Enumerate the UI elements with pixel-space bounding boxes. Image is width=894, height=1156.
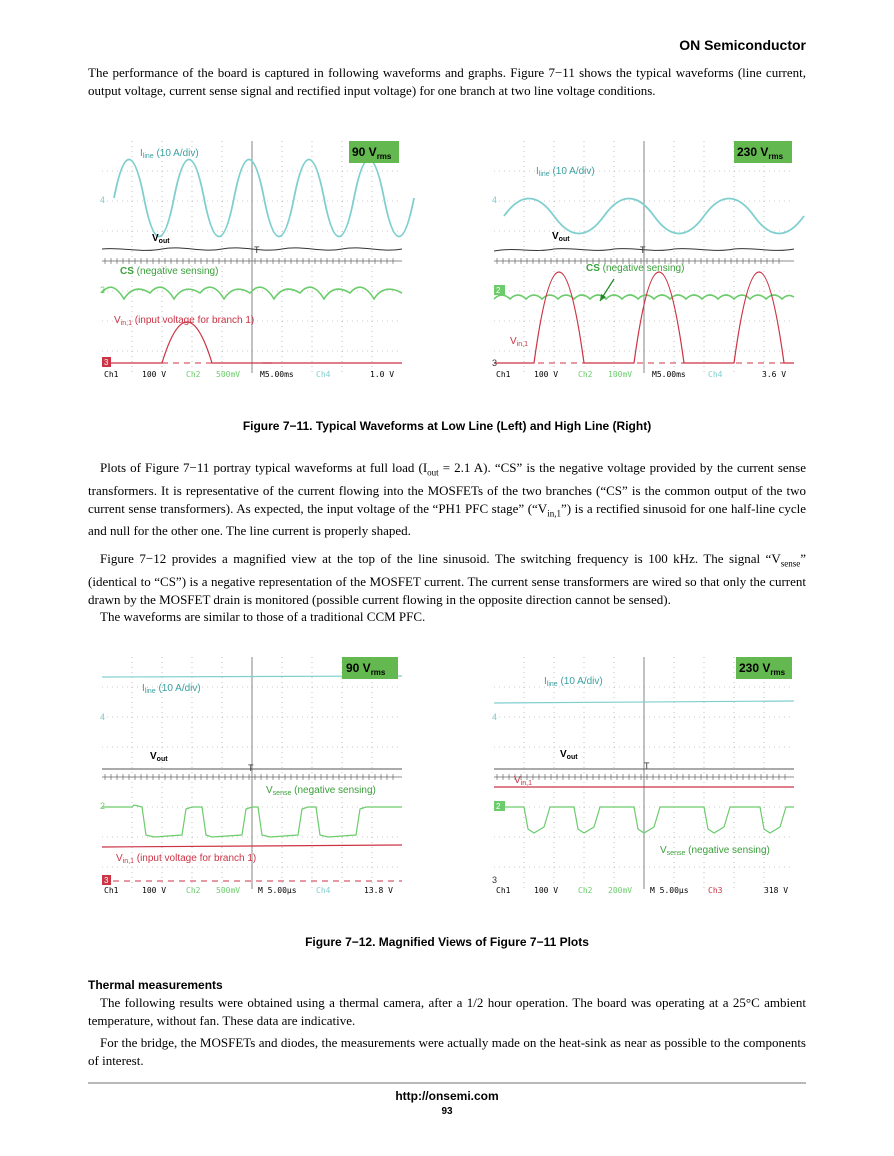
paragraph-intro: The performance of the board is captured in following waveforms and graphs. Figure 7−11 shows the typical waveforms (line current, output voltage, current sense signal and rectified input voltage) for one branch at two line voltage conditions. <box>88 65 806 98</box>
trigger-ch: Ch3 <box>708 886 723 895</box>
p3-b: ” (identical to “CS”) is a negative representation of the MOSFET current. The current sense transformers are wired so that only the current drawn by the MOSFET drain is monitored (possible current flowing in the opposite direction cannot be sensed). <box>88 551 806 607</box>
badge-voltage: 90 V <box>352 145 377 159</box>
ch2-label: Ch2 <box>578 886 593 895</box>
label-vout-sub: out <box>158 238 170 245</box>
marker-3: 3 <box>104 358 109 367</box>
svg-text:Vout <box>150 751 168 763</box>
timebase: M 5.00µs <box>258 886 297 895</box>
paragraph-heatsink: For the bridge, the MOSFETs and diodes, the measurements were actually made on the heat-sink as near as possible to the components of interest. <box>88 1035 806 1068</box>
marker-trigger: T <box>644 761 650 771</box>
label-vin-v: V <box>510 336 517 347</box>
svg-text:Iline (10 A/div) <box>142 683 201 695</box>
scope-fig11-low-line <box>102 141 402 381</box>
ch2-label: Ch2 <box>186 886 201 895</box>
badge-rms: rms <box>768 152 784 161</box>
label-iline-i: I <box>140 148 143 159</box>
page-number: 93 <box>441 1106 453 1117</box>
section-title: Thermal measurements <box>88 978 223 992</box>
marker-4: 4 <box>100 712 106 722</box>
trigger-ch: Ch4 <box>708 370 723 379</box>
svg-text:Vout <box>552 231 570 243</box>
ch2-scale: 100mV <box>608 370 633 379</box>
svg-text:Iline (10 A/div) <box>544 676 603 688</box>
paragraph-thermal: The following results were obtained using a thermal camera, after a 1/2 hour operation. The board was operating at a 25°C ambient temperature, without fan. These data are indicative. <box>88 995 806 1028</box>
caption-figure-7-11: Figure 7−11. Typical Waveforms at Low Line (Left) and High Line (Right) <box>242 419 652 433</box>
marker-2: 2 <box>100 801 106 811</box>
label-vsense-sub: sense <box>666 850 686 857</box>
paragraph-ccm: The waveforms are similar to those of a traditional CCM PFC. <box>100 609 426 624</box>
badge-voltage: 90 V <box>346 661 371 675</box>
label-vin-v: V <box>114 315 121 326</box>
label-cs: CS <box>120 266 134 277</box>
svg-text:Vout <box>560 749 578 761</box>
marker-3: 3 <box>104 876 109 885</box>
label-iline-i: I <box>142 683 145 694</box>
label-vin-sub: in,1 <box>516 341 528 348</box>
caption-figure-7-12: Figure 7−12. Magnified Views of Figure 7−11 Plots <box>305 935 589 949</box>
svg-text:CS (negative sensing) <box>586 263 684 274</box>
p2-c: ”) is a rectified sinusoid for one half-line cycle and null for the other one. The line current is properly shaped. <box>88 500 806 539</box>
scope-fig12-high-line-display <box>494 657 794 897</box>
marker-4: 4 <box>100 195 106 205</box>
p3-a: Figure 7−12 provides a magnified view at the top of the line sinusoid. The switching frequency is 100 kHz. The signal “V <box>100 551 781 566</box>
timebase: M 5.00µs <box>650 886 689 895</box>
label-iline-sub: line <box>144 688 156 695</box>
label-vout-sub: out <box>558 236 570 243</box>
label-iline-div: (10 A/div) <box>549 166 595 177</box>
label-vsense-v: V <box>660 845 667 856</box>
label-vout-v: V <box>552 231 559 242</box>
svg-text:Vin,1 (input voltage for branc <box>116 853 256 865</box>
svg-text:Vin,1 <box>510 336 528 348</box>
svg-text:CS (negative sensing) <box>120 266 218 277</box>
ch1-label: Ch1 <box>104 370 119 379</box>
marker-3: 3 <box>492 358 498 368</box>
label-vout-v: V <box>560 749 567 760</box>
svg-text:Iline (10 A/div) <box>536 166 595 178</box>
badge-voltage: 230 V <box>737 145 769 159</box>
ch1-scale: 100 V <box>142 886 167 895</box>
label-vout-v: V <box>150 751 157 762</box>
ch2-label: Ch2 <box>186 370 201 379</box>
label-iline-div: (10 A/div) <box>155 683 201 694</box>
ch1-scale: 100 V <box>142 370 167 379</box>
marker-2: 2 <box>496 802 501 811</box>
label-vin-sub: in,1 <box>120 320 132 327</box>
label-cs-neg: (negative sensing) <box>599 263 685 274</box>
ch2-scale: 200mV <box>608 886 633 895</box>
scope-fig11-low-line-display <box>102 141 402 381</box>
svg-text:Vsense (negative sensing) <box>266 785 376 797</box>
svg-text:Vsense (negative sensing) <box>660 845 770 857</box>
label-vout-v: V <box>152 233 159 244</box>
ch1-label: Ch1 <box>104 886 119 895</box>
marker-2: 2 <box>100 285 106 295</box>
trigger-level: 1.0 V <box>370 370 395 379</box>
trigger-level: 3.6 V <box>762 370 787 379</box>
label-vsense-v: V <box>266 785 273 796</box>
marker-2: 2 <box>496 286 501 295</box>
ch1-label: Ch1 <box>496 886 511 895</box>
ch1-label: Ch1 <box>496 370 511 379</box>
p2-sub1: out <box>427 467 439 478</box>
p2-b: = 2.1 A). “CS” is the negative voltage provided by the current sense transformers. It is representative of the current flowing into the MOSFETs of the two branches (“CS” is the common output of the two current sense transformers). As expected, the input voltage of the “PH1 PFC stage” (“V <box>88 460 806 516</box>
svg-text:Vin,1 (input voltage for branc <box>114 315 254 327</box>
label-vout-sub: out <box>156 756 168 763</box>
ch1-scale: 100 V <box>534 370 559 379</box>
label-cs-neg: (negative sensing) <box>133 266 219 277</box>
label-vsense-sub: sense <box>272 790 292 797</box>
label-vin-desc: (input voltage for branch 1) <box>131 315 255 326</box>
svg-text:Iline (10 A/div) <box>140 148 199 160</box>
trigger-level: 318 V <box>764 886 789 895</box>
label-vin-desc: (input voltage for branch 1) <box>133 853 257 864</box>
label-iline-div: (10 A/div) <box>557 676 603 687</box>
label-iline-div: (10 A/div) <box>153 148 199 159</box>
ch2-scale: 500mV <box>216 370 241 379</box>
badge-rms: rms <box>370 668 386 677</box>
scope-fig12-low-line <box>102 657 402 897</box>
label-vin-sub: in,1 <box>122 858 134 865</box>
marker-3: 3 <box>492 875 498 885</box>
paragraph-plots <box>88 459 806 540</box>
p2-sub2: in,1 <box>547 508 561 519</box>
trigger-level: 13.8 V <box>364 886 393 895</box>
label-vsense-neg: (negative sensing) <box>685 845 770 856</box>
scope-fig12-low-line-display <box>102 657 402 897</box>
timebase: M5.00ms <box>260 370 294 379</box>
label-vsense-neg: (negative sensing) <box>291 785 376 796</box>
marker-trigger: T <box>248 763 254 773</box>
label-vin-v: V <box>116 853 123 864</box>
ch2-label: Ch2 <box>578 370 593 379</box>
footer-divider <box>88 1082 806 1084</box>
marker-trigger: T <box>254 245 260 255</box>
label-vin-sub: in,1 <box>520 780 532 787</box>
label-iline-sub: line <box>538 171 550 178</box>
header-company: ON Semiconductor <box>679 37 806 53</box>
p2-a: Plots of Figure 7−11 portray typical waveforms at full load (I <box>100 460 428 475</box>
trigger-ch: Ch4 <box>316 886 331 895</box>
timebase: M5.00ms <box>652 370 686 379</box>
scope-fig11-high-line-display <box>494 141 794 381</box>
paragraph-magnified <box>88 550 806 609</box>
badge-voltage: 230 V <box>739 661 771 675</box>
label-iline-i: I <box>536 166 539 177</box>
ch1-scale: 100 V <box>534 886 559 895</box>
label-cs: CS <box>586 263 600 274</box>
scope-fig12-high-line <box>494 657 794 897</box>
label-vout-sub: out <box>566 754 578 761</box>
footer-url[interactable]: http://onsemi.com <box>395 1089 499 1103</box>
marker-trigger: T <box>640 245 646 255</box>
marker-4: 4 <box>492 195 498 205</box>
p3-sub: sense <box>780 558 801 569</box>
ch2-scale: 500mV <box>216 886 241 895</box>
badge-rms: rms <box>770 668 786 677</box>
label-iline-sub: line <box>142 153 154 160</box>
badge-rms: rms <box>376 152 392 161</box>
trigger-ch: Ch4 <box>316 370 331 379</box>
scope-fig11-high-line <box>494 141 794 381</box>
label-iline-sub: line <box>546 681 558 688</box>
label-iline-i: I <box>544 676 547 687</box>
marker-4: 4 <box>492 712 498 722</box>
label-vin-v: V <box>514 775 521 786</box>
